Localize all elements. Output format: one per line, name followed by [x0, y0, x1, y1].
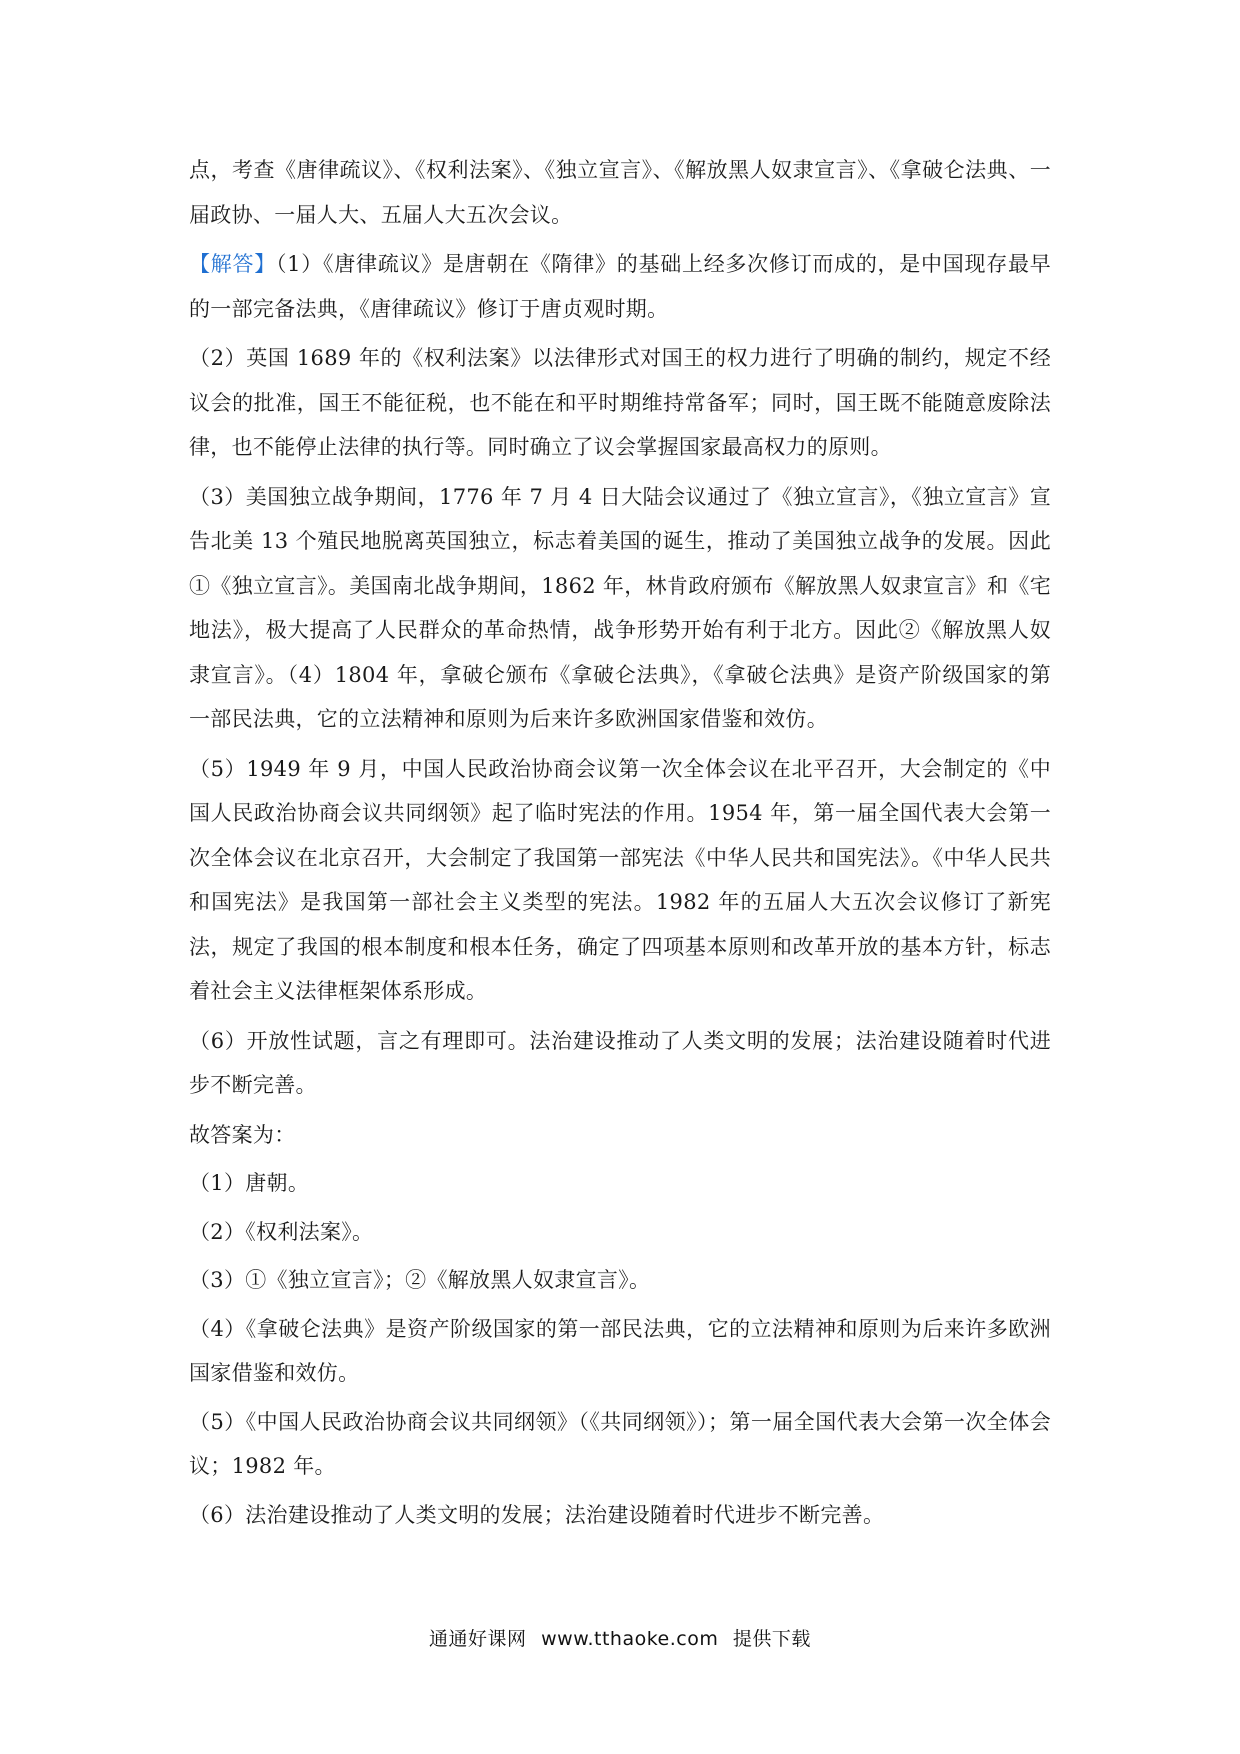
page-footer	[0, 1624, 1240, 1651]
answer-paragraph-2: （2）英国 1689 年的《权利法案》以法律形式对国王的权力进行了明确的制约，规定不经议会的批准，国王不能征税，也不能在和平时期维持常备军；同时，国王既不能随意废除法律，也不能停止法律的执行等。同时确立了议会掌握国家最高权力的原则。	[189, 346, 1051, 459]
document-body	[189, 148, 1051, 1541]
answer-text-1: （1）《唐律疏议》是唐朝在《隋律》的基础上经多次修订而成的，是中国现存最早的一部完备法典，《唐律疏议》修订于唐贞观时期。	[189, 252, 1051, 321]
final-answer-6: （6）法治建设推动了人类文明的发展；法治建设随着时代进步不断完善。	[189, 1502, 885, 1527]
final-answer-2: （2）《权利法案》。	[189, 1219, 374, 1244]
answer-paragraph-1	[189, 242, 1051, 331]
answer-paragraph-3-4: （3）美国独立战争期间，1776 年 7 月 4 日大陆会议通过了《独立宣言》，《独立宣言》宣告北美 13 个殖民地脱离英国独立，标志着美国的诞生，推动了美国独立战争的发展。因此①《独立宣言》。美国南北战争期间，1862 年，林肯政府颁布《解放黑人奴隶宣言》和《宅地法》，极大提高了人民群众的革命热情，战争形势开始有利于北方。因此②《解放黑人奴隶宣言》。（4）1804 年，拿破仑颁布《拿破仑法典》，《拿破仑法典》是资产阶级国家的第一部民法典，它的立法精神和原则为后来许多欧洲国家借鉴和效仿。	[189, 484, 1051, 731]
footer-suffix: 提供下载	[732, 1628, 811, 1650]
final-answer-3: （3）①《独立宣言》；②《解放黑人奴隶宣言》。	[189, 1268, 651, 1292]
final-answer-heading: 故答案为：	[189, 1122, 296, 1147]
final-answer-5: （5）《中国人民政治协商会议共同纲领》（《共同纲领》）；第一届全国代表大会第一次全体会议；1982 年。	[189, 1409, 1051, 1478]
answer-tag: 【解答】	[189, 252, 276, 276]
answer-paragraph-6: （6）开放性试题，言之有理即可。法治建设推动了人类文明的发展；法治建设随着时代进步不断完善。	[189, 1028, 1051, 1097]
footer-site-name: 通通好课网	[429, 1628, 527, 1650]
analysis-continuation: 点，考查《唐律疏议》、《权利法案》、《独立宣言》、《解放黑人奴隶宣言》、《拿破仑法典、一届政协、一届人大、五届人大五次会议。	[189, 158, 1051, 227]
final-answer-1: （1）唐朝。	[189, 1171, 310, 1195]
final-answer-4: （4）《拿破仑法典》是资产阶级国家的第一部民法典，它的立法精神和原则为后来许多欧洲国家借鉴和效仿。	[189, 1316, 1051, 1385]
footer-url[interactable]: www.tthaoke.com	[541, 1628, 719, 1650]
answer-paragraph-5: （5）1949 年 9 月，中国人民政治协商会议第一次全体会议在北平召开，大会制定的《中国人民政治协商会议共同纲领》起了临时宪法的作用。1954 年，第一届全国代表大会第一次全体会议在北京召开，大会制定了我国第一部宪法《中华人民共和国宪法》。《中华人民共和国宪法》是我国第一部社会主义类型的宪法。1982 年的五届人大五次会议修订了新宪法，规定了我国的根本制度和根本任务，确定了四项基本原则和改革开放的基本方针，标志着社会主义法律框架体系形成。	[189, 756, 1051, 1003]
